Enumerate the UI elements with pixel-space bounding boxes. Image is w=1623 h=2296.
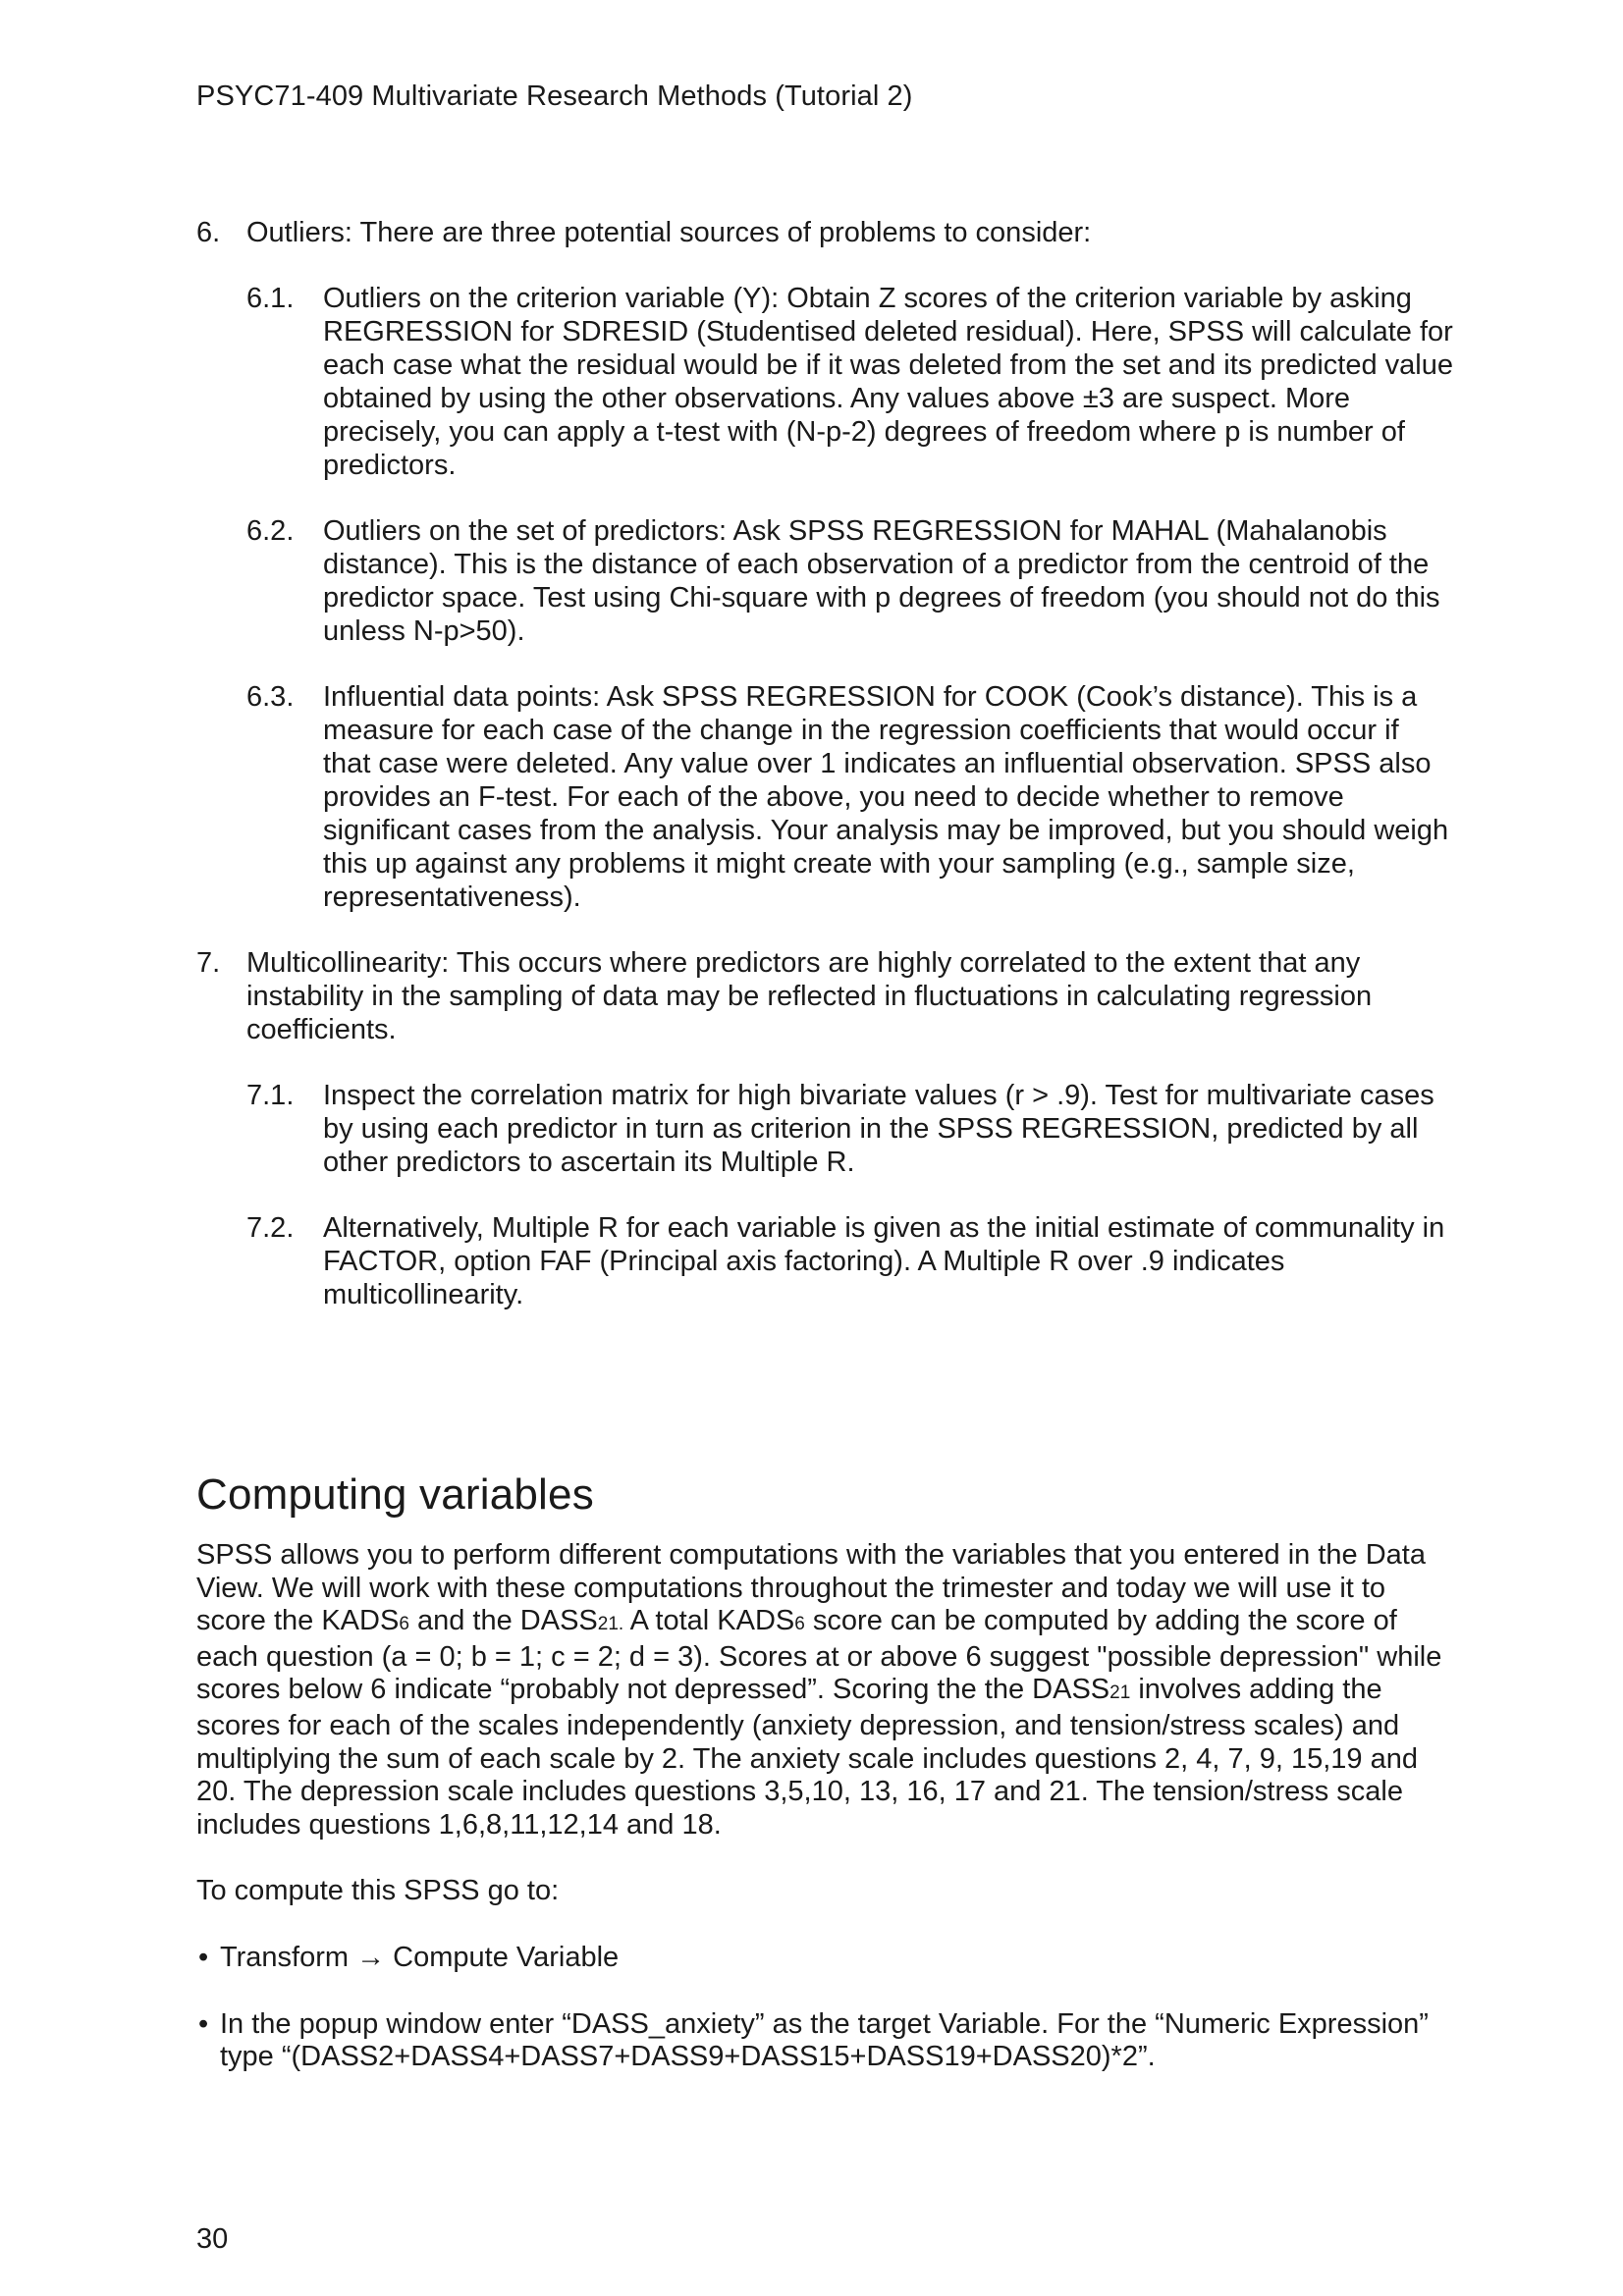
sub-item-7-2 xyxy=(196,1211,1453,1311)
bullet-text: In the popup window enter “DASS_anxiety” as the target Variable. For the “Numeric Expression” type “(DASS2+DASS4+DASS7+DASS9+DASS15+DASS19+DASS20)*2”. xyxy=(220,2007,1429,2073)
sub-item-text: Outliers on the criterion variable (Y): Obtain Z scores of the criterion variable by asking REGRESSION for SDRESID (Studentised deleted residual). Here, SPSS will calculate for each case what the residual would be if it was deleted from the set and its predicted value obtained by using the other observations. Any values above ±3 are suspect. More precisely, you can apply a t-test with (N-p-2) degrees of freedom where p is number of predictors. xyxy=(323,283,1453,481)
bullet-text: Transform → Compute Variable xyxy=(220,1941,620,1973)
sub-item-number: 7.2. xyxy=(246,1212,295,1244)
bullet-item xyxy=(196,2008,1453,2074)
list-item-6 xyxy=(196,216,1453,249)
sub-item-6-1 xyxy=(196,282,1453,482)
item-text: Multicollinearity: This occurs where predictors are highly correlated to the extent that any instability in the sampling of data may be reflected in fluctuations in calculating regression coefficients. xyxy=(246,947,1373,1045)
list-item-7 xyxy=(196,946,1453,1046)
bullet-item xyxy=(196,1942,1453,1975)
sub-item-text: Alternatively, Multiple R for each variable is given as the initial estimate of communality in FACTOR, option FAF (Principal axis factoring). A Multiple R over .9 indicates multicollinearity. xyxy=(323,1212,1445,1310)
sub-item-number: 6.2. xyxy=(246,515,295,547)
section-body xyxy=(196,1539,1453,2074)
running-header: PSYC71-409 Multivariate Research Methods (Tutorial 2) xyxy=(196,80,913,112)
sub-item-6-3 xyxy=(196,680,1453,914)
page-number: 30 xyxy=(196,2223,229,2255)
sub-item-text: Outliers on the set of predictors: Ask SPSS REGRESSION for MAHAL (Mahalanobis distance). This is the distance of each observation of a predictor from the centroid of the predictor space. Test using Chi-square with p degrees of freedom (you should not do this unless N-p>50). xyxy=(323,515,1440,647)
sub-item-7-1 xyxy=(196,1079,1453,1179)
sub-item-number: 7.1. xyxy=(246,1080,295,1111)
item-text: Outliers: There are three potential sources of problems to consider: xyxy=(246,217,1092,248)
sub-item-number: 6.1. xyxy=(246,283,295,314)
bullet-icon: • xyxy=(198,2007,209,2040)
compute-intro: To compute this SPSS go to: xyxy=(196,1875,560,1907)
sub-item-6-2 xyxy=(196,514,1453,648)
bullet-icon: • xyxy=(198,1941,209,1973)
section-heading: Computing variables xyxy=(196,1470,594,1519)
item-number: 7. xyxy=(196,947,221,979)
item-number: 6. xyxy=(196,217,221,248)
sub-item-text: Influential data points: Ask SPSS REGRESSION for COOK (Cook’s distance). This is a measure for each case of the change in the regression coefficients that would occur if that case were deleted. Any value over 1 indicates an influential observation. SPSS also provides an F-test. For each of the above, you need to decide whether to remove significant cases from the analysis. Your analysis may be improved, but you should weigh this up against any problems it might create with your sampling (e.g., sample size, representativeness). xyxy=(323,681,1449,913)
numbered-list xyxy=(196,216,1453,1311)
sub-item-text: Inspect the correlation matrix for high bivariate values (r > .9). Test for multivariate cases by using each predictor in turn as criterion in the SPSS REGRESSION, predicted by all other predictors to ascertain its Multiple R. xyxy=(323,1080,1434,1178)
sub-item-number: 6.3. xyxy=(246,681,295,713)
intro-paragraph: SPSS allows you to perform different computations with the variables that you entered in the Data View. We will work with these computations throughout the trimester and today we will use it to score the KADS6 and the DASS21. A total KADS6 score can be computed by adding the score of each question (a = 0; b = 1; c = 2; d = 3). Scores at or above 6 suggest "possible depression" while scores below 6 indicate “probably not depressed”. Scoring the the DASS21 involves adding the scores for each of the scales independently (anxiety depression, and tension/stress scales) and multiplying the sum of each scale by 2. The anxiety scale includes questions 2, 4, 7, 9, 15,19 and 20. The depression scale includes questions 3,5,10, 13, 16, 17 and 21. The tension/stress scale includes questions 1,6,8,11,12,14 and 18. xyxy=(196,1539,1442,1841)
